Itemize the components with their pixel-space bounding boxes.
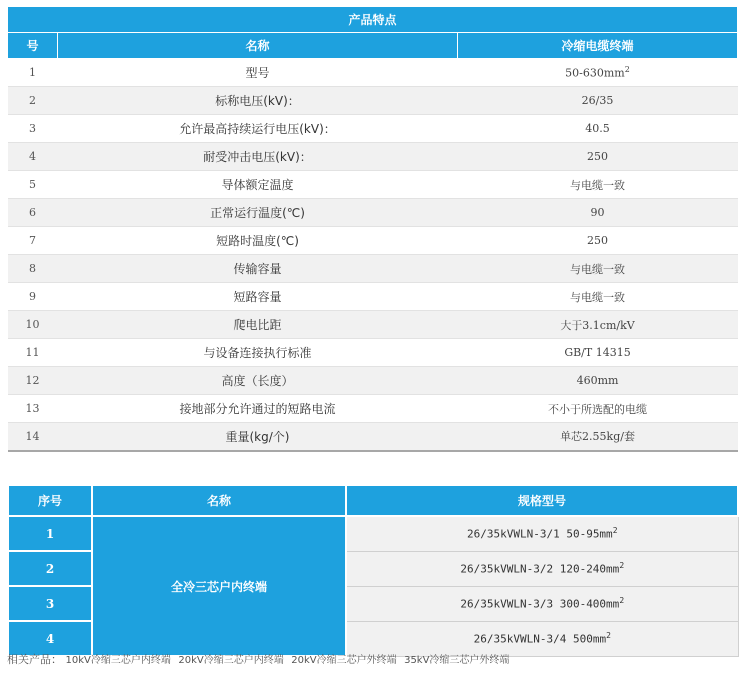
table-row [8, 87, 738, 115]
table-row [8, 367, 738, 395]
related-link-2[interactable]: 20kV冷缩三芯户内终端 [178, 655, 284, 666]
row-seq: 4 [8, 621, 92, 656]
table-caption: 产品特点 [8, 7, 738, 33]
table-row [8, 227, 738, 255]
row-name: 爬电比距 [58, 311, 458, 339]
related-link-4[interactable]: 35kV冷缩三芯户外终端 [404, 655, 510, 666]
row-value [458, 59, 738, 87]
row-name: 与设备连接执行标准 [58, 339, 458, 367]
row-name: 允许最高持续运行电压(kV)： [58, 115, 458, 143]
row-value [458, 311, 738, 339]
row-value-text: 不小于所选配的电缆 [548, 402, 648, 416]
row-value-text: 40.5 [585, 122, 610, 135]
row-value [458, 339, 738, 367]
row-name: 标称电压(kV)： [58, 87, 458, 115]
row-number: 6 [8, 199, 58, 227]
row-value [458, 199, 738, 227]
row-seq: 1 [8, 516, 92, 551]
row-number: 10 [8, 311, 58, 339]
related-products [7, 651, 513, 667]
table-row [8, 516, 738, 551]
row-number: 14 [8, 423, 58, 451]
row-spec-text: 26/35kVWLN-3/3 300-400mm [460, 597, 620, 611]
row-value-text: 50-630mm [565, 66, 625, 80]
superscript: 2 [606, 631, 611, 641]
row-seq: 2 [8, 551, 92, 586]
related-label: 相关产品： [7, 653, 62, 666]
row-number: 7 [8, 227, 58, 255]
row-value-text: 90 [590, 206, 605, 219]
row-value-text: 250 [587, 150, 609, 163]
row-value [458, 423, 738, 451]
row-name: 接地部分允许通过的短路电流 [58, 395, 458, 423]
row-value [458, 87, 738, 115]
row-number: 11 [8, 339, 58, 367]
spec-table [7, 484, 739, 657]
row-spec-text: 26/35kVWLN-3/4 500mm [473, 632, 607, 646]
superscript: 2 [619, 561, 625, 571]
superscript: 2 [624, 65, 630, 75]
row-number: 9 [8, 283, 58, 311]
table-row [8, 311, 738, 339]
row-value-text: 与电缆一致 [570, 178, 626, 192]
row-name: 高度（长度） [58, 367, 458, 395]
superscript: 2 [612, 526, 618, 536]
row-name: 短路容量 [58, 283, 458, 311]
row-number: 12 [8, 367, 58, 395]
table-row [8, 199, 738, 227]
row-name: 正常运行温度(℃) [58, 199, 458, 227]
row-name: 短路时温度(℃) [58, 227, 458, 255]
header-no: 号 [8, 33, 58, 59]
table-row [8, 171, 738, 199]
table-row [8, 143, 738, 171]
row-number: 2 [8, 87, 58, 115]
row-name: 耐受冲击电压(kV)： [58, 143, 458, 171]
row-value [458, 367, 738, 395]
row-number: 8 [8, 255, 58, 283]
header-spec: 规格型号 [346, 485, 738, 516]
row-spec-text: 26/35kVWLN-3/1 50-95mm [466, 528, 613, 542]
row-spec [346, 516, 738, 551]
table-row [8, 283, 738, 311]
row-value [458, 227, 738, 255]
row-value [458, 283, 738, 311]
table-row [8, 115, 738, 143]
table-row [8, 59, 738, 87]
related-link-1[interactable]: 10kV冷缩三芯户内终端 [65, 655, 171, 666]
row-number: 1 [8, 59, 58, 87]
table-row [8, 395, 738, 423]
header-name: 名称 [92, 485, 346, 516]
row-number: 13 [8, 395, 58, 423]
header-value: 冷缩电缆终端 [458, 33, 738, 59]
row-spec-text: 26/35kVWLN-3/2 120-240mm [460, 562, 620, 576]
table-row [8, 423, 738, 451]
row-value [458, 115, 738, 143]
row-value [458, 143, 738, 171]
superscript: 2 [619, 596, 625, 606]
related-link-3[interactable]: 20kV冷缩三芯户外终端 [291, 655, 397, 666]
row-number: 5 [8, 171, 58, 199]
row-value-text: 与电缆一致 [570, 262, 626, 276]
row-name: 重量(kg/个) [58, 423, 458, 451]
row-number: 4 [8, 143, 58, 171]
header-name: 名称 [58, 33, 458, 59]
row-value [458, 395, 738, 423]
row-value [458, 171, 738, 199]
row-value-text: 26/35 [581, 94, 614, 107]
row-seq: 3 [8, 586, 92, 621]
row-value-text: GB/T 14315 [564, 346, 631, 359]
row-value-text: 单芯2.55kg/套 [560, 430, 635, 444]
row-value-text: 与电缆一致 [570, 290, 626, 304]
product-features-table [7, 6, 738, 452]
table-row [8, 255, 738, 283]
row-spec [346, 551, 738, 586]
row-name: 型号 [58, 59, 458, 87]
row-name: 导体额定温度 [58, 171, 458, 199]
row-number: 3 [8, 115, 58, 143]
row-name: 传输容量 [58, 255, 458, 283]
row-value-text: 大于3.1cm/kV [560, 318, 635, 332]
row-value [458, 255, 738, 283]
row-spec [346, 586, 738, 621]
product-name-merged: 全冷三芯户内终端 [92, 516, 346, 656]
header-seq: 序号 [8, 485, 92, 516]
row-value-text: 250 [587, 234, 609, 247]
table-row [8, 339, 738, 367]
row-value-text: 460mm [576, 374, 619, 387]
